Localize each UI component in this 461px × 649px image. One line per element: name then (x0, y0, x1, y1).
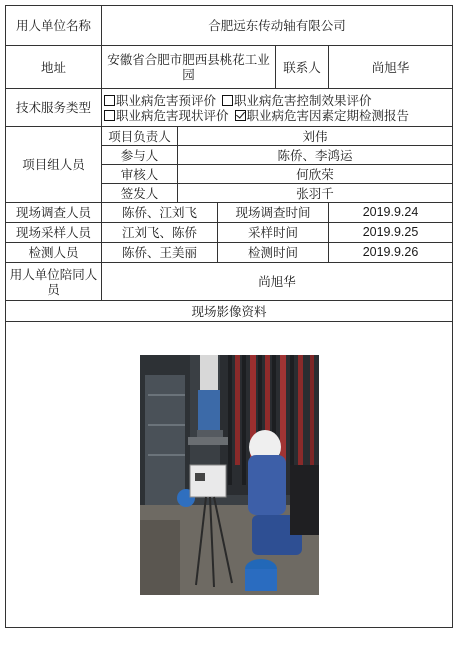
service-option[interactable]: 职业病危害预评价 (104, 93, 216, 108)
escort-label: 用人单位陪同人员 (6, 263, 102, 301)
team-role: 参与人 (102, 146, 178, 165)
team-label: 项目组人员 (6, 127, 102, 203)
contact-label: 联系人 (276, 46, 329, 89)
team-member: 刘伟 (178, 127, 453, 146)
site-record-table (5, 5, 453, 628)
checkbox-icon (104, 95, 115, 106)
service-option[interactable]: 职业病危害控制效果评价 (222, 93, 372, 108)
employer-label: 用人单位名称 (6, 6, 102, 46)
service-type-options (102, 89, 453, 127)
sampling-time-label: 采样时间 (218, 223, 329, 243)
checkbox-icon (104, 110, 115, 121)
service-option-checked[interactable]: 职业病危害因素定期检测报告 (235, 108, 410, 123)
contact-value: 尚旭华 (329, 46, 453, 89)
team-role: 项目负责人 (102, 127, 178, 146)
testing-time: 2019.9.26 (329, 243, 453, 263)
service-option[interactable]: 职业病危害现状评价 (104, 108, 229, 123)
site-photo-illustration (140, 355, 319, 595)
survey-staff-label: 现场调查人员 (6, 203, 102, 223)
address-value: 安徽省合肥市肥西县桃花工业园 (102, 46, 276, 89)
team-role: 审核人 (102, 165, 178, 184)
sampling-staff-label: 现场采样人员 (6, 223, 102, 243)
site-images-cell (6, 322, 453, 628)
testing-staff: 陈侨、王美丽 (102, 243, 218, 263)
sampling-time: 2019.9.25 (329, 223, 453, 243)
sampling-staff: 江刘飞、陈侨 (102, 223, 218, 243)
escort-value: 尚旭华 (102, 263, 453, 301)
team-member: 何欣荣 (178, 165, 453, 184)
testing-time-label: 检测时间 (218, 243, 329, 263)
site-photo (140, 355, 319, 595)
service-type-label: 技术服务类型 (6, 89, 102, 127)
checkbox-checked-icon (235, 110, 246, 121)
survey-staff: 陈侨、江刘飞 (102, 203, 218, 223)
team-role: 签发人 (102, 184, 178, 203)
survey-time: 2019.9.24 (329, 203, 453, 223)
site-images-heading: 现场影像资料 (6, 301, 453, 322)
checkbox-icon (222, 95, 233, 106)
employer-value: 合肥远东传动轴有限公司 (102, 6, 453, 46)
survey-time-label: 现场调查时间 (218, 203, 329, 223)
testing-staff-label: 检测人员 (6, 243, 102, 263)
address-label: 地址 (6, 46, 102, 89)
team-member: 张羽千 (178, 184, 453, 203)
team-member: 陈侨、李鸿运 (178, 146, 453, 165)
